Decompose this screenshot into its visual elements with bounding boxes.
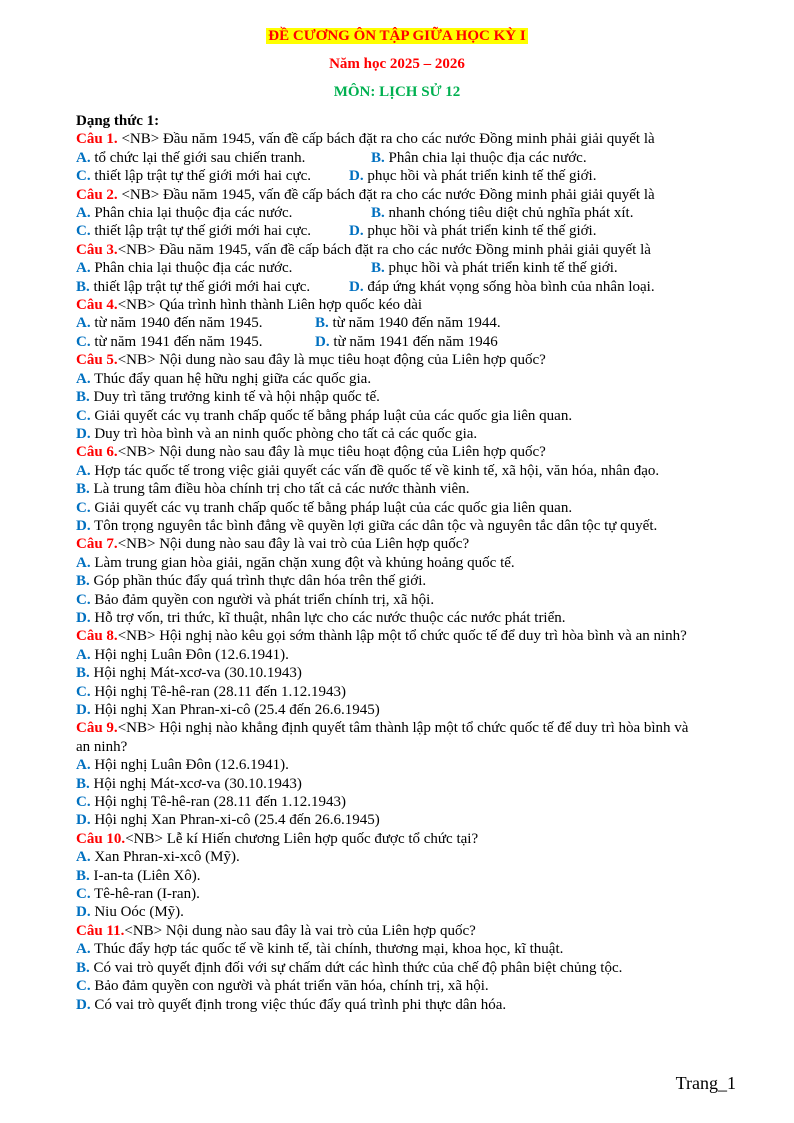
question-3 — [76, 241, 736, 296]
answer-option: A. Hợp tác quốc tế trong việc giải quyết các vấn đề quốc tế về kinh tế, xã hội, văn hóa, nhân đạo. — [76, 462, 660, 479]
answer-option: D. Hội nghị Xan Phran-xi-cô (25.4 đến 26.6.1945) — [76, 812, 380, 829]
question-number: Câu 4. — [76, 297, 118, 314]
question-number: Câu 1. — [76, 131, 118, 148]
answer-option: B. nhanh chóng tiêu diệt chủ nghĩa phát xít. — [371, 205, 634, 222]
question-1 — [76, 130, 736, 185]
answer-option: D. phục hồi và phát triển kinh tế thế giới. — [349, 223, 597, 240]
answer-option: C. Hội nghị Tê-hê-ran (28.11 đến 1.12.1943) — [76, 683, 346, 700]
answer-option: D. đáp ứng khát vọng sống hòa bình của nhân loại. — [349, 278, 655, 295]
answer-option: A. Xan Phran-xi-xcô (Mỹ). — [76, 849, 240, 866]
section-heading: Dạng thức 1: — [76, 113, 160, 129]
answer-option: B. Góp phần thúc đẩy quá trình thực dân hóa trên thế giới. — [76, 573, 427, 590]
answer-option: A. Phân chia lại thuộc địa các nước. — [76, 260, 293, 277]
question-number: Câu 7. — [76, 536, 118, 553]
question-stem — [76, 351, 736, 369]
question-text: <NB> Đầu năm 1945, vấn đề cấp bách đặt ra cho các nước Đồng minh phải giải quyết là — [117, 186, 655, 203]
question-stem — [76, 535, 736, 553]
answer-option: B. Phân chia lại thuộc địa các nước. — [371, 149, 587, 166]
answer-row — [76, 222, 736, 240]
question-8 — [76, 627, 736, 719]
answer-row — [76, 333, 736, 351]
answer-option: C. Giải quyết các vụ tranh chấp quốc tế bằng pháp luật của các quốc gia liên quan. — [76, 499, 573, 516]
answer-option: D. từ năm 1941 đến năm 1946 — [315, 333, 498, 350]
answer-option: B. Là trung tâm điều hòa chính trị cho tất cả các nước thành viên. — [76, 481, 470, 498]
answer-option: D. Có vai trò quyết định trong việc thúc đẩy quá trình phi thực dân hóa. — [76, 996, 507, 1013]
question-5 — [76, 351, 736, 443]
question-text: <NB> Nội dung nào sau đây là vai trò của Liên hợp quốc? — [117, 536, 470, 553]
question-11 — [76, 922, 736, 1014]
answer-row — [76, 278, 736, 296]
question-text: <NB> Đầu năm 1945, vấn đề cấp bách đặt ra cho các nước Đồng minh phải giải quyết là — [117, 241, 651, 258]
question-stem — [76, 241, 736, 259]
question-number: Câu 2. — [76, 186, 118, 203]
question-number: Câu 3. — [76, 241, 118, 258]
question-number: Câu 6. — [76, 444, 118, 461]
answer-option: B. I-an-ta (Liên Xô). — [76, 867, 201, 884]
question-number: Câu 5. — [76, 352, 118, 369]
answer-option: B. phục hồi và phát triển kinh tế thế giới. — [371, 260, 618, 277]
question-text: <NB> Hội nghị nào khẳng định quyết tâm thành lập một tổ chức quốc tế để duy trì hòa bình và — [117, 720, 689, 737]
answer-option: A. Thúc đẩy hợp tác quốc tế về kinh tế, tài chính, thương mại, khoa học, kĩ thuật. — [76, 941, 564, 958]
question-stem — [76, 627, 736, 645]
answer-option: A. từ năm 1940 đến năm 1945. — [76, 315, 263, 332]
question-number: Câu 11. — [76, 922, 125, 939]
question-6 — [76, 443, 736, 535]
question-4 — [76, 296, 736, 351]
answer-option: A. tổ chức lại thế giới sau chiến tranh. — [76, 149, 306, 166]
document-title: ĐỀ CƯƠNG ÔN TẬP GIỮA HỌC KỲ I — [268, 28, 526, 44]
answer-option: D. Hội nghị Xan Phran-xi-cô (25.4 đến 26.6.1945) — [76, 702, 380, 718]
question-7 — [76, 535, 736, 627]
question-text: <NB> Đầu năm 1945, vấn đề cấp bách đặt ra cho các nước Đồng minh phải giải quyết là — [117, 131, 655, 148]
answer-option: D. Duy trì hòa bình và an ninh quốc phòng cho tất cả các quốc gia. — [76, 425, 478, 442]
question-text: <NB> Hội nghị nào kêu gọi sớm thành lập một tổ chức quốc tế để duy trì hòa bình và an ninh? — [117, 628, 687, 645]
answer-option: A. Phân chia lại thuộc địa các nước. — [76, 205, 293, 222]
answer-option: B. từ năm 1940 đến năm 1944. — [315, 315, 501, 332]
subject-title: MÔN: LỊCH SỬ 12 — [333, 84, 461, 100]
question-stem — [76, 186, 736, 204]
answer-option: C. Bảo đảm quyền con người và phát triển chính trị, xã hội. — [76, 591, 435, 608]
answer-row — [76, 204, 736, 222]
question-text: <NB> Nội dung nào sau đây là vai trò của Liên hợp quốc? — [124, 922, 476, 939]
answer-row — [76, 149, 736, 167]
answer-option: B. Hội nghị Mát-xcơ-va (30.10.1943) — [76, 665, 302, 682]
answer-option: A. Hội nghị Luân Đôn (12.6.1941). — [76, 646, 289, 663]
answer-row — [76, 167, 736, 185]
answer-option: D. phục hồi và phát triển kinh tế thế giới. — [349, 168, 597, 185]
school-year: Năm học 2025 – 2026 — [329, 56, 465, 72]
question-stem — [76, 443, 736, 461]
answer-option: C. từ năm 1941 đến năm 1945. — [76, 333, 263, 350]
question-text: <NB> Nội dung nào sau đây là mục tiêu hoạt động của Liên hợp quốc? — [117, 444, 546, 461]
question-2 — [76, 186, 736, 241]
question-stem — [76, 830, 736, 848]
question-number: Câu 10. — [76, 830, 126, 847]
question-stem — [76, 719, 736, 737]
answer-option: C. thiết lập trật tự thế giới mới hai cực. — [76, 168, 311, 185]
answer-option: C. thiết lập trật tự thế giới mới hai cực. — [76, 223, 311, 240]
answer-option: B. Có vai trò quyết định đối với sự chấm dứt các hình thức của chế độ phân biệt chủng tộc. — [76, 959, 623, 976]
question-10 — [76, 830, 736, 922]
answer-option: A. Thúc đẩy quan hệ hữu nghị giữa các quốc gia. — [76, 370, 372, 387]
question-text: <NB> Nội dung nào sau đây là mục tiêu hoạt động của Liên hợp quốc? — [117, 352, 546, 369]
question-text-continued: an ninh? — [76, 738, 128, 755]
page-number: Trang_1 — [675, 1073, 736, 1093]
question-text: <NB> Qúa trình hình thành Liên hợp quốc kéo dài — [117, 297, 423, 314]
answer-row — [76, 314, 736, 332]
question-text: <NB> Lễ kí Hiến chương Liên hợp quốc được tổ chức tại? — [125, 830, 479, 847]
answer-option: C. Bảo đảm quyền con người và phát triển văn hóa, chính trị, xã hội. — [76, 978, 489, 995]
answer-option: B. thiết lập trật tự thế giới mới hai cực. — [76, 278, 311, 295]
answer-option: A. Hội nghị Luân Đôn (12.6.1941). — [76, 757, 289, 774]
answer-option: A. Làm trung gian hòa giải, ngăn chặn xung đột và khủng hoảng quốc tế. — [76, 554, 515, 571]
answer-option: B. Duy trì tăng trưởng kinh tế và hội nhập quốc tế. — [76, 389, 380, 406]
answer-option: D. Tôn trọng nguyên tắc bình đẳng về quyền lợi giữa các dân tộc và nguyên tắc dân tộc tự quyết. — [76, 517, 658, 534]
question-number: Câu 9. — [76, 720, 118, 737]
question-list — [76, 112, 736, 1014]
answer-option: C. Giải quyết các vụ tranh chấp quốc tế bằng pháp luật của các quốc gia liên quan. — [76, 407, 573, 424]
answer-option: D. Niu Oóc (Mỹ). — [76, 904, 184, 921]
question-stem — [76, 130, 736, 148]
answer-option: C. Tê-hê-ran (I-ran). — [76, 886, 200, 903]
answer-row — [76, 259, 736, 277]
question-stem — [76, 296, 736, 314]
answer-option: C. Hội nghị Tê-hê-ran (28.11 đến 1.12.1943) — [76, 794, 346, 811]
answer-option: B. Hội nghị Mát-xcơ-va (30.10.1943) — [76, 775, 302, 792]
question-stem — [76, 922, 736, 940]
answer-option: D. Hỗ trợ vốn, tri thức, kĩ thuật, nhân lực cho các nước thuộc các nước phát triển. — [76, 609, 566, 626]
question-number: Câu 8. — [76, 628, 118, 645]
question-9 — [76, 719, 736, 829]
